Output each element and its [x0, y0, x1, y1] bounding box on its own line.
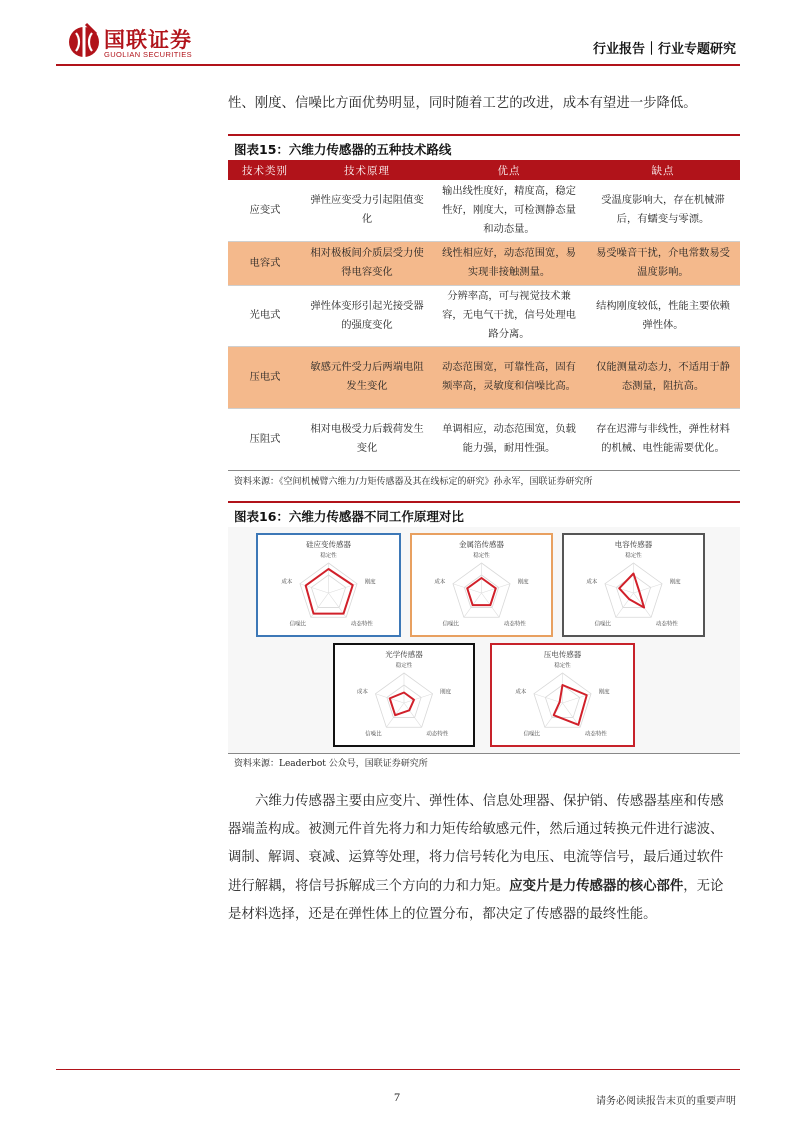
table-row — [228, 285, 740, 346]
body-line-tail: ，无论 — [683, 879, 724, 894]
cell-cons: 易受噪音干扰，介电常数易受温度影响。 — [586, 241, 740, 285]
col-header-category: 技术类别 — [228, 160, 302, 180]
tech-routes-table — [228, 160, 740, 471]
radar-plot — [564, 535, 703, 635]
cell-pros: 分辨率高，可与视觉技术兼容，无电气干扰，信号处理电路分离。 — [432, 285, 586, 346]
figure15-title-rule — [228, 134, 740, 136]
radar-axis-label: 动态特性 — [503, 621, 526, 628]
radar-chart-title: 电容传感器 — [614, 540, 653, 549]
cell-cons: 仅能测量动态力，不适用于静态测量，阻抗高。 — [586, 346, 740, 408]
cell-category: 压电式 — [228, 346, 302, 408]
emphasis-text: 应变片是力传感器的核心部件 — [509, 878, 684, 894]
figure15-source: 资料来源：《空间机械臂六维力/力矩传感器及其在线标定的研究》孙永军，国联证券研究所 — [234, 477, 593, 487]
table-row — [228, 408, 740, 470]
body-line-with-emphasis — [228, 872, 740, 901]
radar-axis-label: 动态特性 — [426, 731, 449, 738]
radar-axis-label: 稳定性 — [554, 663, 571, 669]
radar-axis-label: 信噪比 — [289, 621, 307, 628]
table-row — [228, 180, 740, 241]
radar-axis-label: 动态特性 — [655, 621, 678, 628]
radar-chart — [333, 643, 475, 747]
body-line-text: 进行解耦，将信号拆解成三个方向的力和力矩。 — [228, 879, 510, 894]
radar-axis-label: 稳定性 — [473, 553, 490, 559]
logo-subtitle: GUOLIAN SECURITIES — [104, 50, 193, 59]
radar-axis-label: 稳定性 — [320, 553, 337, 559]
radar-axis-label: 刚度 — [440, 689, 452, 696]
body-line: 调制、解调、衰减、运算等处理，将力信号转化为电压、电流等信号，最后通过软件 — [228, 850, 724, 865]
cell-principle: 敏感元件受力后两端电阻发生变化 — [302, 346, 432, 408]
radar-axis-label: 成本 — [434, 579, 446, 586]
table-header-row — [228, 160, 740, 180]
body-line: 是材料选择，还是在弹性体上的位置分布，都决定了传感器的最终性能。 — [228, 907, 657, 922]
cell-pros: 线性相应好，动态范围宽，易实现非接触测量。 — [432, 241, 586, 285]
radar-chart — [410, 533, 553, 637]
header-divider — [56, 64, 740, 66]
col-header-principle: 技术原理 — [302, 160, 432, 180]
radar-comparison-area — [228, 527, 740, 754]
body-line: 六维力传感器主要由应变片、弹性体、信息处理器、保护销、传感器基座和传感 — [255, 794, 724, 809]
radar-axis-label: 稳定性 — [625, 553, 642, 559]
cell-pros: 单调相应，动态范围宽，负载能力强，耐用性强。 — [432, 408, 586, 470]
cell-principle: 弹性体变形引起光接受器的强度变化 — [302, 285, 432, 346]
cell-principle: 相对电极受力后载荷发生变化 — [302, 408, 432, 470]
radar-axis-label: 刚度 — [517, 579, 529, 586]
radar-axis-label: 成本 — [515, 689, 527, 696]
radar-axis-label: 信噪比 — [594, 621, 612, 628]
intro-paragraph: 性、刚度、信噪比方面优势明显，同时随着工艺的改进，成本有望进一步降低。 — [228, 96, 697, 111]
table-row — [228, 241, 740, 285]
footer-disclaimer: 请务必阅读报告末页的重要声明 — [596, 1096, 736, 1107]
radar-axis-label: 成本 — [586, 579, 598, 586]
radar-chart — [490, 643, 635, 747]
radar-chart — [562, 533, 705, 637]
page-number: 7 — [394, 1090, 400, 1104]
radar-axis-label: 信噪比 — [523, 731, 541, 738]
radar-plot — [492, 645, 633, 745]
radar-chart-title: 光学传感器 — [385, 650, 423, 659]
radar-plot — [258, 535, 399, 635]
table-row — [228, 346, 740, 408]
radar-axis-line — [404, 703, 422, 727]
radar-axis-label: 刚度 — [669, 579, 681, 586]
radar-chart — [256, 533, 401, 637]
figure16-source: 资料来源：Leaderbot 公众号，国联证券研究所 — [234, 759, 428, 769]
radar-plot — [412, 535, 551, 635]
cell-pros: 输出线性度好，精度高，稳定性好，刚度大，可检测静态量和动态量。 — [432, 180, 586, 241]
cell-cons: 受温度影响大，存在机械滞后，有蠕变与零漂。 — [586, 180, 740, 241]
cell-category: 应变式 — [228, 180, 302, 241]
body-paragraph — [228, 788, 740, 929]
radar-axis-label: 动态特性 — [584, 731, 607, 738]
radar-axis-label: 刚度 — [364, 579, 376, 586]
radar-axis-label: 信噪比 — [442, 621, 460, 628]
cell-principle: 弹性应变受力引起阻值变化 — [302, 180, 432, 241]
logo-text: 国联证券 — [104, 28, 192, 52]
radar-axis-line — [616, 593, 634, 617]
radar-chart-title: 金属箔传感器 — [459, 540, 504, 549]
report-category: 行业报告｜行业专题研究 — [592, 42, 736, 57]
radar-chart-title: 压电传感器 — [543, 650, 582, 659]
cell-pros: 动态范围宽，可靠性高，固有频率高，灵敏度和信噪比高。 — [432, 346, 586, 408]
cell-principle: 相对极板间介质层受力使得电容变化 — [302, 241, 432, 285]
col-header-pros: 优点 — [432, 160, 586, 180]
radar-axis-label: 成本 — [356, 689, 368, 696]
footer-divider — [56, 1069, 740, 1070]
figure16-title-rule — [228, 501, 740, 503]
figure15-title: 图表15：六维力传感器的五种技术路线 — [234, 142, 452, 157]
cell-category: 电容式 — [228, 241, 302, 285]
radar-axis-label: 稳定性 — [395, 663, 413, 669]
radar-axis-label: 成本 — [281, 579, 293, 586]
cell-category: 压阻式 — [228, 408, 302, 470]
radar-chart-title: 硅应变传感器 — [306, 540, 351, 549]
radar-plot — [335, 645, 473, 745]
figure16-title: 图表16：六维力传感器不同工作原理对比 — [234, 509, 464, 524]
radar-axis-label: 刚度 — [598, 689, 610, 696]
radar-axis-label: 动态特性 — [350, 621, 373, 628]
col-header-cons: 缺点 — [586, 160, 740, 180]
logo-emblem-icon — [64, 20, 104, 60]
cell-cons: 结构刚度较低，性能主要依赖弹性体。 — [586, 285, 740, 346]
cell-category: 光电式 — [228, 285, 302, 346]
radar-axis-label: 信噪比 — [365, 731, 382, 738]
cell-cons: 存在迟滞与非线性，弹性材料的机械、电性能需要优化。 — [586, 408, 740, 470]
body-line: 器端盖构成。被测元件首先将力和力矩传给敏感元件，然后通过转换元件进行滤波、 — [228, 822, 724, 837]
